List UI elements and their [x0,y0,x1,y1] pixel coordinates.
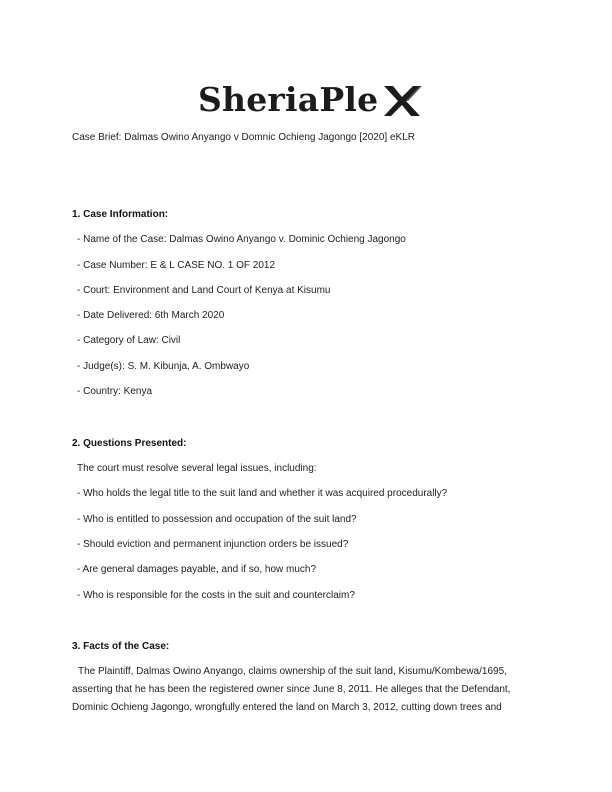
section-heading-facts: 3. Facts of the Case: [72,641,170,652]
case-info-number: - Case Number: E & L CASE NO. 1 OF 2012 [77,260,276,271]
case-info-date: - Date Delivered: 6th March 2020 [77,310,225,321]
question-item: - Who is entitled to possession and occupation of the suit land? [77,514,357,525]
case-info-court: - Court: Environment and Land Court of Kenya at Kisumu [77,285,331,296]
brief-title: Case Brief: Dalmas Owino Anyango v Domnic Ochieng Jagongo [2020] eKLR [72,132,415,143]
question-item: - Are general damages payable, and if so, how much? [77,564,317,575]
case-info-country: - Country: Kenya [77,386,153,397]
case-info-category: - Category of Law: Civil [77,335,181,346]
logo-x-mark [382,84,422,118]
questions-intro: The court must resolve several legal issues, including: [77,463,317,474]
case-info-name: - Name of the Case: Dalmas Owino Anyango v. Dominic Ochieng Jagongo [77,234,406,245]
question-item: - Who holds the legal title to the suit land and whether it was acquired procedurally? [77,488,448,499]
facts-paragraph: The Plaintiff, Dalmas Owino Anyango, claims ownership of the suit land, Kisumu/Kombewa/1695, asserting that he has been the registered owner since June 8, 2011. He alleges that the Defendant, Dominic Ochieng Jagongo, wrongfully entered the land on March 3, 2012, cutting down trees and [72,666,511,713]
logo-wordmark: SheriaPle [198,80,379,119]
sheriaplex-logo [198,80,418,124]
question-item: - Who is responsible for the costs in the suit and counterclaim? [77,590,355,601]
question-item: - Should eviction and permanent injunction orders be issued? [77,539,349,550]
section-heading-case-information: 1. Case Information: [72,209,169,220]
section-heading-questions: 2. Questions Presented: [72,438,187,449]
case-info-judges: - Judge(s): S. M. Kibunja, A. Ombwayo [77,361,250,372]
